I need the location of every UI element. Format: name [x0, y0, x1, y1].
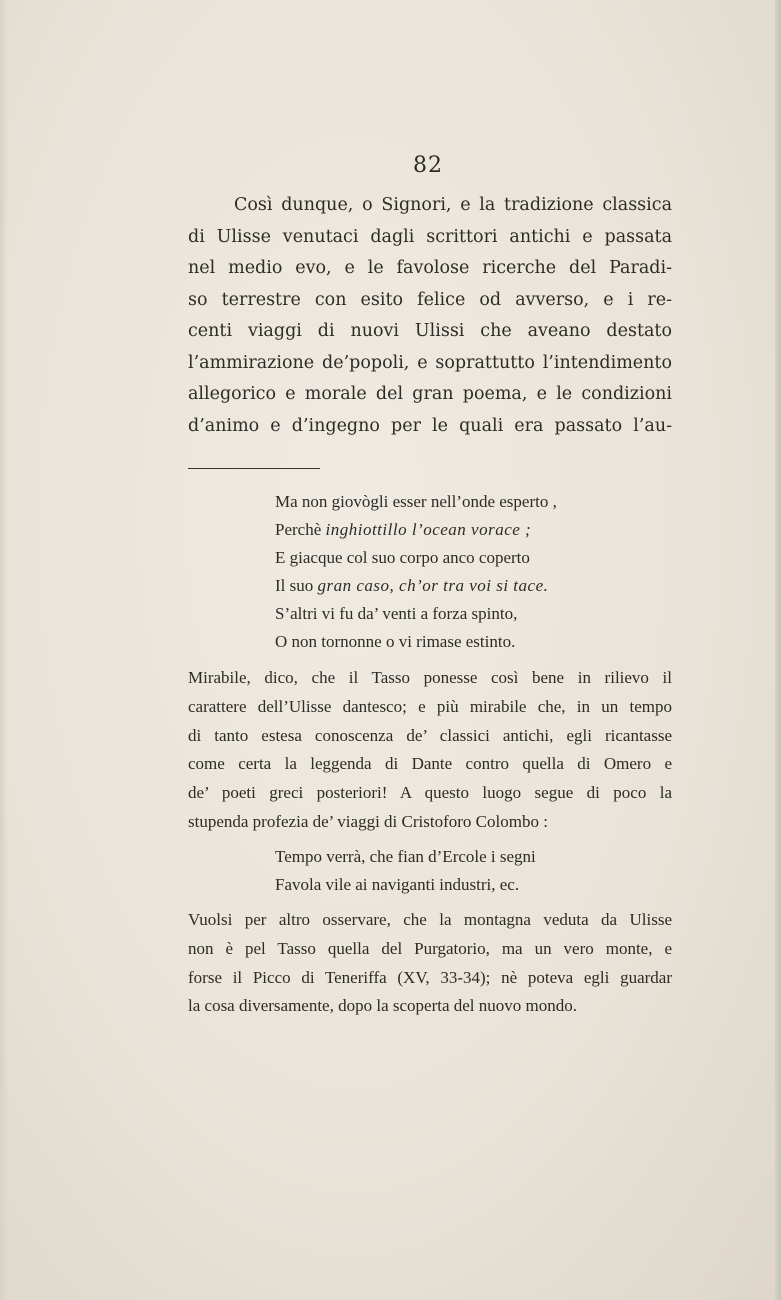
footnote-line: de’ poeti greci posteriori! A questo luogo segue di poco la: [188, 783, 672, 803]
text-line: so terrestre con esito felice od avverso, e i re-: [188, 289, 672, 310]
verse-line: Favola vile ai naviganti industri, ec.: [275, 875, 520, 894]
footnote-line: Vuolsi per altro osservare, che la montagna veduta da Ulisse: [188, 910, 672, 929]
page-left-edge: [0, 0, 8, 1300]
footnote-paragraph: [188, 906, 672, 1021]
verse-line: Ma non giovògli esser nell’onde esperto ,: [275, 492, 557, 511]
page-right-edge: [775, 0, 781, 1300]
footnote-line: di tanto estesa conoscenza de’ classici antichi, egli ricantasse: [188, 725, 672, 745]
verse-line: S’altri vi fu da’ venti a forza spinto,: [275, 604, 518, 623]
text-line: d’animo e d’ingegno per le quali era passato l’au-: [188, 415, 672, 436]
footnote-paragraph: [188, 664, 672, 837]
text-line: centi viaggi di nuovi Ulissi che aveano destato: [188, 321, 672, 341]
footnote-line: come certa la leggenda di Dante contro quella di Omero e: [188, 754, 672, 774]
footnote-line: stupenda profezia de’ viaggi di Cristoforo Colombo :: [188, 811, 548, 831]
text-line: Così dunque, o Signori, e la tradizione classica: [234, 195, 672, 215]
footnote-verse-quote: [275, 488, 557, 656]
main-paragraph: [188, 190, 672, 442]
footnote-line: Mirabile, dico, che il Tasso ponesse così bene in rilievo il: [188, 668, 672, 687]
verse-line: Tempo verrà, che fian d’Ercole i segni: [275, 847, 536, 866]
verse-line-roman: Perchè: [275, 520, 326, 539]
verse-line-italic: gran caso, ch’or tra voi si tace.: [317, 576, 549, 595]
text-line: nel medio evo, e le favolose ricerche del Paradi-: [188, 258, 672, 278]
page-number: 82: [413, 153, 443, 178]
footnote-line: la cosa diversamente, dopo la scoperta del nuovo mondo.: [188, 996, 577, 1016]
footnote-line: non è pel Tasso quella del Purgatorio, ma un vero monte, e: [188, 938, 672, 958]
text-line: allegorico e morale del gran poema, e le condizioni: [188, 384, 672, 404]
verse-line-italic: inghiottillo l’ocean vorace ;: [325, 520, 532, 539]
footnote-line: carattere dell’Ulisse dantesco; e più mirabile che, in un tempo: [188, 696, 672, 716]
text-line: di Ulisse venutaci dagli scrittori antichi e passata: [188, 226, 672, 247]
text-line: l’ammirazione de’popoli, e soprattutto l’intendimento: [188, 352, 672, 373]
verse-line: E giacque col suo corpo anco coperto: [275, 548, 530, 567]
verse-line-roman: Il suo: [275, 576, 318, 595]
verse-line: [275, 516, 557, 544]
footnote-line: forse il Picco di Teneriffa (XV, 33-34); nè poteva egli guardar: [188, 967, 672, 987]
verse-line: O non tornonne o vi rimase estinto.: [275, 632, 516, 651]
verse-line: [275, 572, 557, 600]
footnote-separator: [188, 468, 320, 469]
footnote-verse-quote: [275, 843, 536, 899]
